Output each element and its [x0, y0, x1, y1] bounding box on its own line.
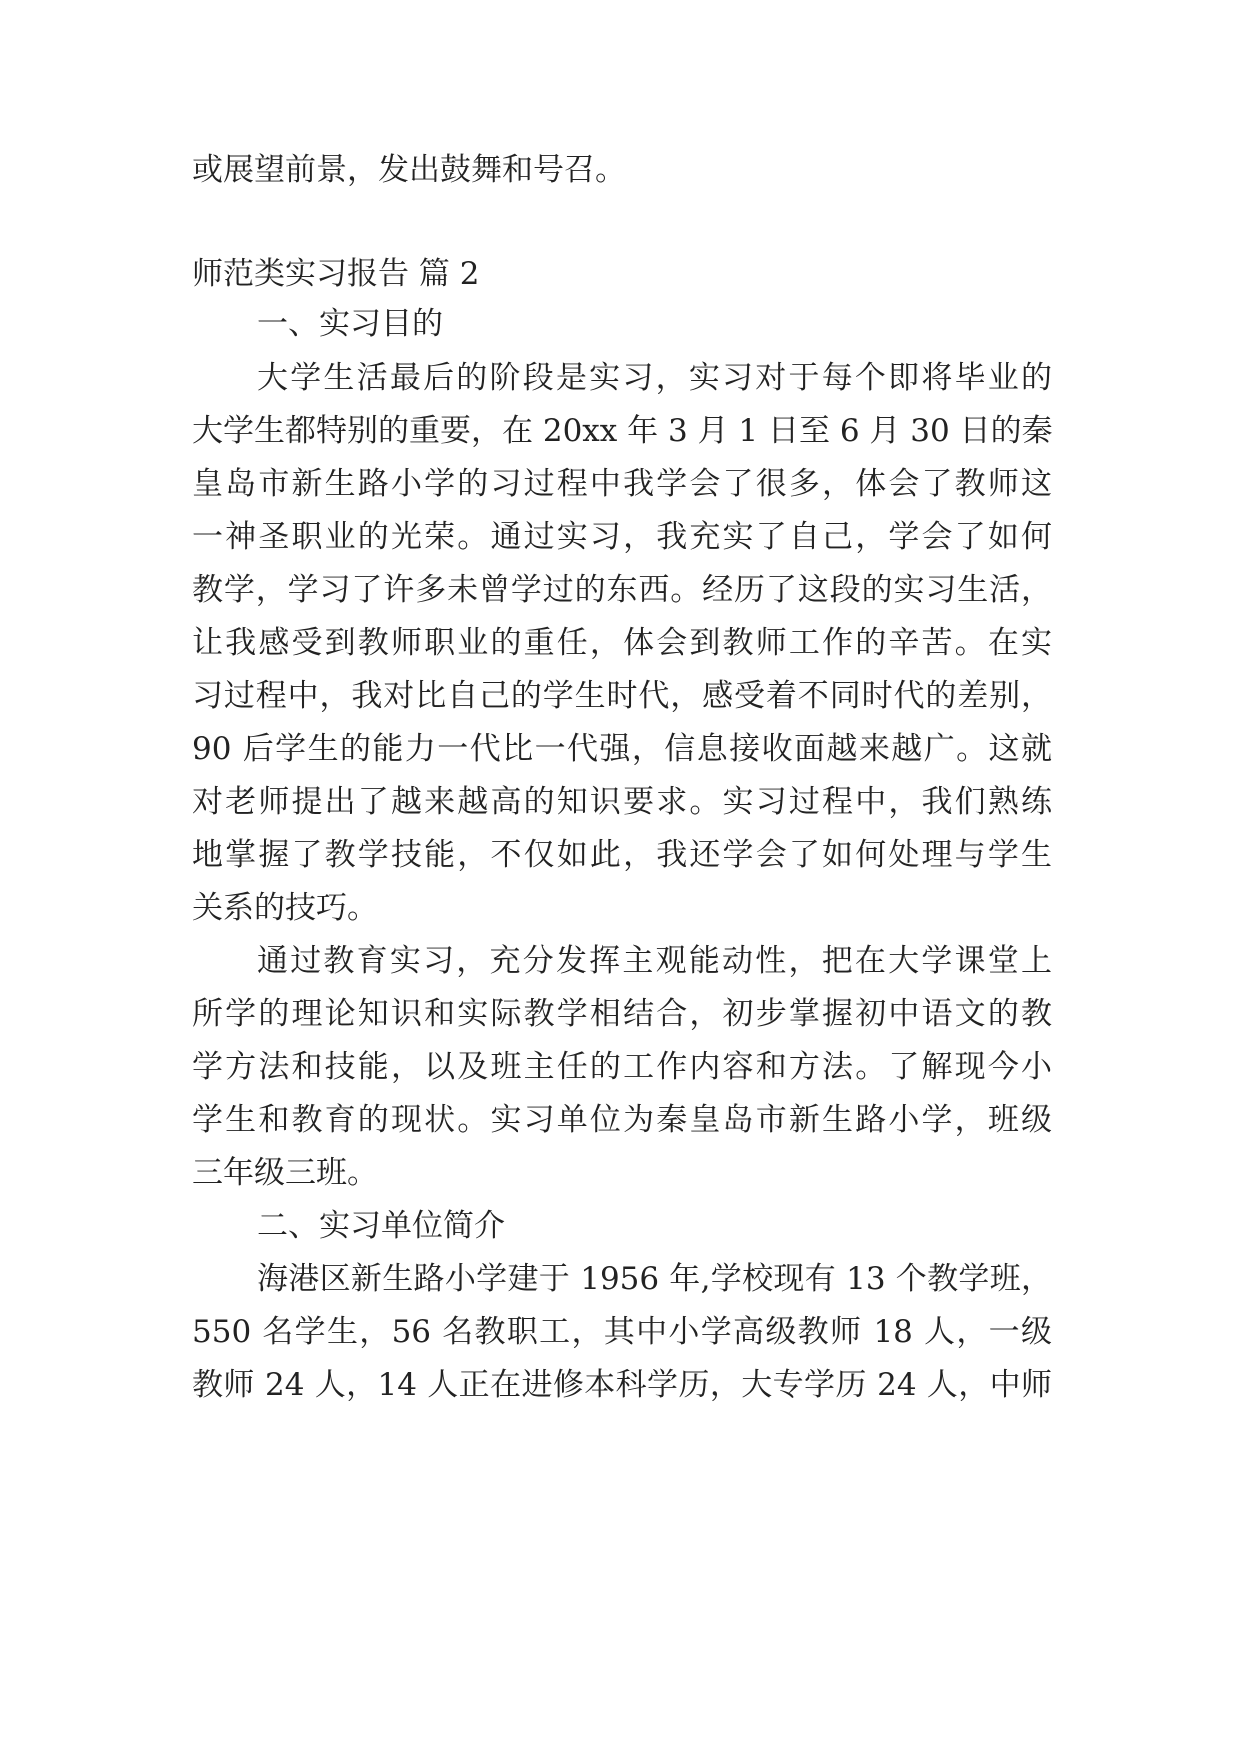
para2-line: 三年级三班。: [192, 1155, 378, 1191]
para1-line: 90 后学生的能力一代比一代强，信息接收面越来越广。这就: [192, 731, 1052, 767]
para3-line: 教师 24 人，14 人正在进修本科学历，大专学历 24 人，中师: [192, 1367, 1052, 1403]
para3-line: 550 名学生，56 名教职工，其中小学高级教师 18 人，一级: [192, 1314, 1052, 1350]
para1-line: 一神圣职业的光荣。通过实习，我充实了自己，学会了如何: [192, 519, 1052, 555]
para1-line: 大学生都特别的重要，在 20xx 年 3 月 1 日至 6 月 30 日的秦: [192, 413, 1053, 449]
section-title: 师范类实习报告 篇 2: [192, 256, 480, 292]
part1-heading: 一、实习目的: [257, 306, 443, 342]
para1-line: 让我感受到教师职业的重任，体会到教师工作的辛苦。在实: [192, 625, 1052, 661]
para1-line: 皇岛市新生路小学的习过程中我学会了很多，体会了教师这: [192, 466, 1052, 502]
para1-line: 对老师提出了越来越高的知识要求。实习过程中，我们熟练: [192, 784, 1052, 820]
para2-line: 学生和教育的现状。实习单位为秦皇岛市新生路小学，班级: [192, 1102, 1052, 1138]
para1-line: 关系的技巧。: [192, 890, 378, 926]
para2-line: 所学的理论知识和实际教学相结合，初步掌握初中语文的教: [192, 996, 1052, 1032]
para1-line: 教学，学习了许多未曾学过的东西。经历了这段的实习生活，: [192, 572, 1052, 608]
intro-tail-line: 或展望前景，发出鼓舞和号召。: [192, 152, 626, 188]
para2-line: 通过教育实习，充分发挥主观能动性，把在大学课堂上: [257, 943, 1052, 979]
para1-line: 习过程中，我对比自己的学生时代，感受着不同时代的差别，: [192, 678, 1052, 714]
para1-line: 地掌握了教学技能，不仅如此，我还学会了如何处理与学生: [192, 837, 1052, 873]
para2-line: 学方法和技能，以及班主任的工作内容和方法。了解现今小: [192, 1049, 1052, 1085]
para3-line: 海港区新生路小学建于 1956 年,学校现有 13 个教学班，: [257, 1261, 1052, 1297]
para1-line: 大学生活最后的阶段是实习，实习对于每个即将毕业的: [257, 360, 1052, 396]
part2-heading: 二、实习单位简介: [257, 1208, 505, 1244]
